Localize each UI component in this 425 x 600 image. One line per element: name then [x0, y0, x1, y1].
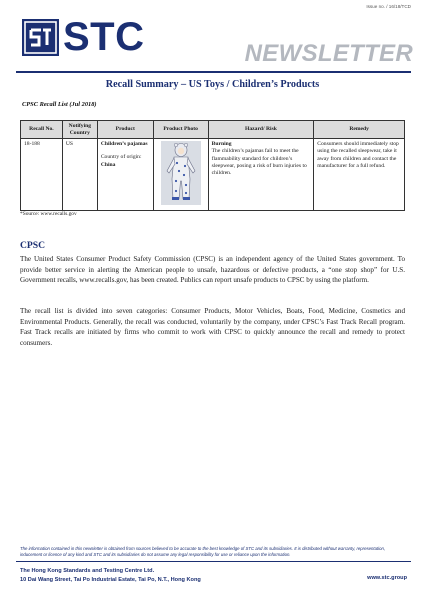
- header-notifying-country: Notifying Country: [62, 121, 97, 139]
- pajamas-photo: [161, 141, 201, 205]
- header-hazard-risk: Hazard/ Risk: [208, 121, 314, 139]
- website-link[interactable]: www.stc.group: [367, 575, 407, 581]
- stc-logo: [22, 15, 145, 59]
- hazard-title: Burning: [211, 141, 232, 147]
- header-remedy: Remedy: [314, 121, 405, 139]
- cell-recall-no: 18-188: [21, 139, 63, 211]
- section-heading-cpsc: CPSC: [20, 240, 46, 251]
- cell-product-photo: [153, 139, 208, 211]
- page-title: Recall Summary – US Toys / Children’s Products: [105, 79, 320, 90]
- header-divider: [16, 71, 411, 73]
- header-product: Product: [97, 121, 153, 139]
- footer-divider: [16, 561, 411, 562]
- table-header-row: [21, 121, 405, 139]
- stc-logo-mark: [22, 19, 59, 56]
- paragraph-cpsc-intro: The United States Consumer Product Safety Commission (CPSC) is an independent agency of the United States government. To provide better service in alerting the American people to unsafe, hazardous or defective products, a “one stop shop” for U.S. Government recalls, www.recalls.gov, has been created. Publics can report unsafe products to CPSC by using the platform.: [20, 255, 405, 284]
- company-name: The Hong Kong Standards and Testing Centre Ltd.: [20, 568, 155, 574]
- origin-label: Country of origin:: [100, 154, 142, 161]
- company-info: [20, 567, 201, 584]
- paragraph-recall-categories: The recall list is divided into seven categories: Consumer Products, Motor Vehicles, Boats, Food, Medicine, Cosmetics and Environmental Products. Generally, the recall was conducted, voluntarily by the company, under CPSC’s Fast Track Recall program. Fast Track recalls are initiated by firms who commit to work with CPSC to quickly announce the recall and remedy to protect consumers.: [20, 307, 405, 347]
- issue-number: Issue no. / 16/18/TCD: [366, 4, 411, 9]
- origin-value: China: [100, 161, 116, 168]
- cell-remedy: Consumers should immediately stop using the recalled sleepwear, take it away from children and contact the manufacturer for a full refund.: [314, 139, 405, 211]
- cell-country: US: [62, 139, 97, 211]
- source-note: *Source: www.recalls.gov: [20, 211, 77, 217]
- header-recall-no: Recall No.: [21, 121, 63, 139]
- cell-product: [97, 139, 153, 211]
- recall-table: [20, 120, 405, 211]
- stc-logo-text: STC: [63, 15, 145, 59]
- disclaimer: The information contained in this newsletter is obtained from sources believed to be accurate to the best knowledge of STC and its subsidiaries. It is distributed without warranty, representation, inducement or licence of any kind and STC and its subsidiaries do not assume any legal responsibility for use or reliance upon the information.: [20, 546, 386, 557]
- product-name: Children’s pajamas: [100, 141, 148, 147]
- recall-list-title: CPSC Recall List (Jul 2018): [22, 101, 97, 108]
- company-address: 10 Dai Wang Street, Tai Po Industrial Estate, Tai Po, N.T., Hong Kong: [20, 576, 201, 583]
- newsletter-banner: NEWSLETTER: [244, 40, 413, 67]
- header-product-photo: Product Photo: [153, 121, 208, 139]
- hazard-description: The children’s pajamas fail to meet the flammability standard for children’s sleepwear, posing a risk of burn injuries to children.: [211, 148, 307, 177]
- table-row: [21, 139, 405, 211]
- cell-hazard: [208, 139, 314, 211]
